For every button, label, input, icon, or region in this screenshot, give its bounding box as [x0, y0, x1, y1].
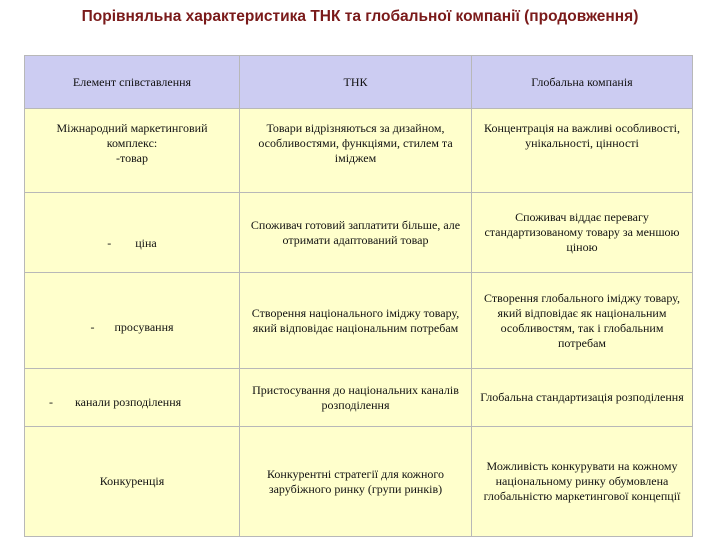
element-cell [25, 273, 240, 369]
page-title: Порівняльна характеристика ТНК та глобальної компанії (продовження) [81, 8, 639, 25]
header-tnk: ТНК [240, 56, 472, 109]
element-dash: - [90, 320, 95, 334]
table-row [25, 369, 693, 427]
element-line: комплекс: [106, 136, 158, 150]
comparison-table [24, 55, 693, 537]
tnk-cell: Пристосування до національних каналів розподілення [240, 369, 472, 427]
element-line: -товар [116, 151, 148, 165]
element-label: канали розподілення [75, 395, 182, 409]
header-global: Глобальна компанія [472, 56, 693, 109]
tnk-cell: Конкурентні стратегії для кожного зарубіжного ринку (групи ринків) [240, 427, 472, 537]
tnk-cell: Створення національного іміджу товару, який відповідає національним потребам [240, 273, 472, 369]
element-label: просування [114, 320, 174, 334]
global-cell: Створення глобального іміджу товару, який відповідає як національним особливостям, так і глобальним потребам [472, 273, 693, 369]
table-row [25, 427, 693, 537]
element-line: Міжнародний маркетинговий [56, 121, 208, 135]
element-dash: - [49, 395, 53, 409]
element-cell [25, 369, 240, 427]
global-cell: Можливість конкурувати на кожному національному ринку обумовлена глобальністю маркетингової концепції [472, 427, 693, 537]
tnk-cell: Товари відрізняються за дизайном, особливостями, функціями, стилем та іміджем [240, 109, 472, 193]
element-cell: Конкуренція [25, 427, 240, 537]
tnk-cell: Споживач готовий заплатити більше, але отримати адаптований товар [240, 193, 472, 273]
element-cell [25, 193, 240, 273]
table-header-row [25, 56, 693, 109]
global-cell: Споживач віддає перевагу стандартизованому товару за меншою ціною [472, 193, 693, 273]
element-cell [25, 109, 240, 193]
table-row [25, 193, 693, 273]
table-row [25, 273, 693, 369]
global-cell: Глобальна стандартизація розподілення [472, 369, 693, 427]
element-label: ціна [135, 236, 157, 250]
table-row [25, 109, 693, 193]
global-cell: Концентрація на важливі особливості, унікальності, цінності [472, 109, 693, 193]
header-element: Елемент співставлення [25, 56, 240, 109]
element-dash: - [107, 236, 112, 250]
